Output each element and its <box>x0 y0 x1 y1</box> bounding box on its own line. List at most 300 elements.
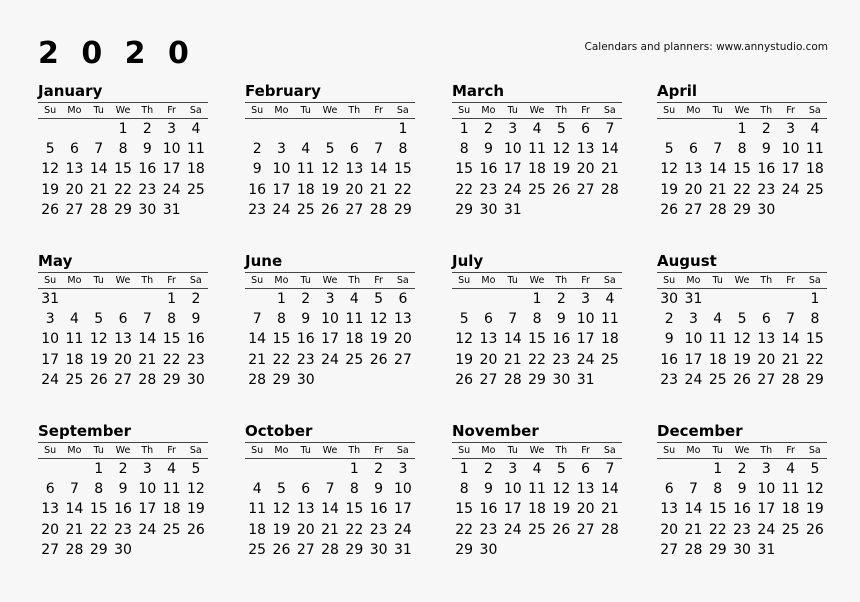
day-cell: 1 <box>118 121 128 137</box>
day-cell: 21 <box>601 161 619 178</box>
day-cell: 29 <box>708 541 727 558</box>
day-cell: 14 <box>321 501 339 518</box>
day-cell: 20 <box>114 351 132 368</box>
day-cell: 29 <box>528 371 546 388</box>
weekday-label: Mo <box>67 445 82 456</box>
day-cell: 25 <box>187 181 205 198</box>
month-february <box>245 82 415 220</box>
weekday-label: Th <box>141 445 154 456</box>
day-cell: 10 <box>41 331 60 348</box>
weekday-label: Th <box>141 105 154 116</box>
day-cell: 26 <box>369 351 388 368</box>
day-cell <box>269 119 293 139</box>
day-cell: 13 <box>114 331 132 348</box>
weekday-label: Sa <box>603 105 616 116</box>
day-cell: 30 <box>757 201 776 218</box>
day-cell <box>184 200 208 220</box>
day-cell: 7 <box>374 141 384 158</box>
day-cell: 31 <box>41 291 60 307</box>
weekday-label: Tu <box>712 275 723 286</box>
day-cell: 15 <box>272 331 291 348</box>
day-cell: 23 <box>733 521 751 538</box>
day-cell <box>598 200 622 220</box>
day-cell: 20 <box>576 501 595 518</box>
day-cell: 18 <box>806 161 824 178</box>
day-cell <box>501 540 525 560</box>
day-grid <box>38 459 208 560</box>
day-cell: 5 <box>737 311 747 328</box>
day-cell: 4 <box>713 311 723 328</box>
day-cell: 28 <box>138 371 157 388</box>
weekday-header <box>452 443 622 458</box>
day-cell: 3 <box>508 121 518 137</box>
day-cell: 2 <box>142 121 152 137</box>
day-cell: 11 <box>528 141 546 158</box>
weekday-label: We <box>734 105 750 116</box>
day-cell: 9 <box>737 481 747 498</box>
day-cell: 9 <box>374 481 384 498</box>
day-cell <box>38 119 62 139</box>
weekday-label: Fr <box>374 275 383 286</box>
day-cell <box>549 540 573 560</box>
day-cell: 6 <box>69 141 79 158</box>
day-cell: 14 <box>708 161 727 178</box>
day-cell: 26 <box>455 371 474 388</box>
weekday-label: Tu <box>712 105 723 116</box>
day-cell <box>681 459 705 479</box>
month-name: December <box>657 422 743 440</box>
month-name: June <box>245 252 283 270</box>
day-cell: 13 <box>394 311 412 328</box>
day-cell: 10 <box>394 481 412 498</box>
day-cell: 1 <box>810 291 820 307</box>
day-cell: 28 <box>781 371 800 388</box>
day-cell: 23 <box>187 351 205 368</box>
day-cell: 2 <box>191 291 201 307</box>
day-cell: 2 <box>301 291 311 307</box>
day-cell: 24 <box>757 521 776 538</box>
day-cell: 3 <box>688 311 698 328</box>
weekday-label: Tu <box>507 275 518 286</box>
day-cell: 8 <box>459 141 469 158</box>
day-cell: 20 <box>345 181 364 198</box>
weekday-label: Th <box>555 105 568 116</box>
day-cell: 4 <box>605 291 615 307</box>
day-cell: 27 <box>296 541 315 558</box>
day-cell: 30 <box>733 541 751 558</box>
weekday-label: Su <box>44 445 57 456</box>
day-cell: 19 <box>552 161 571 178</box>
day-cell <box>318 459 342 479</box>
day-cell <box>294 459 318 479</box>
day-cell <box>525 540 549 560</box>
day-cell: 24 <box>272 201 291 218</box>
weekday-label: Sa <box>603 275 616 286</box>
day-cell: 19 <box>272 521 291 538</box>
weekday-label: Su <box>44 105 57 116</box>
day-cell: 15 <box>394 161 412 178</box>
day-cell: 6 <box>688 141 698 158</box>
day-cell: 15 <box>455 161 474 178</box>
day-cell: 16 <box>138 161 157 178</box>
weekday-label: Tu <box>300 105 311 116</box>
day-cell: 12 <box>455 331 474 348</box>
day-cell: 24 <box>503 181 522 198</box>
weekday-label: Sa <box>396 445 409 456</box>
day-cell: 12 <box>733 331 751 348</box>
day-cell: 5 <box>459 311 469 328</box>
day-cell: 26 <box>806 521 824 538</box>
day-cell: 23 <box>369 521 388 538</box>
weekday-label: Sa <box>603 445 616 456</box>
day-cell: 24 <box>503 521 522 538</box>
day-cell: 12 <box>369 311 388 328</box>
day-cell: 8 <box>276 311 286 328</box>
day-cell: 9 <box>483 481 493 498</box>
weekday-header <box>245 103 415 118</box>
month-december <box>657 422 827 560</box>
day-cell <box>549 200 573 220</box>
day-cell: 13 <box>296 501 315 518</box>
day-cell: 31 <box>757 541 776 558</box>
weekday-label: Fr <box>167 275 176 286</box>
day-cell: 26 <box>187 521 205 538</box>
day-cell: 12 <box>806 481 824 498</box>
weekday-label: Th <box>555 275 568 286</box>
day-cell: 8 <box>713 481 723 498</box>
day-cell <box>135 540 159 560</box>
day-cell: 7 <box>688 481 698 498</box>
weekday-label: Mo <box>274 275 289 286</box>
day-cell: 22 <box>345 521 364 538</box>
day-cell: 5 <box>191 461 201 477</box>
weekday-label: Th <box>141 275 154 286</box>
weekday-label: Su <box>458 275 471 286</box>
day-cell: 18 <box>708 351 727 368</box>
day-cell: 28 <box>321 541 339 558</box>
day-cell <box>778 540 802 560</box>
day-cell: 18 <box>187 161 205 178</box>
day-cell: 12 <box>660 161 679 178</box>
weekday-label: Tu <box>300 445 311 456</box>
day-cell: 16 <box>369 501 388 518</box>
day-cell: 10 <box>503 481 522 498</box>
day-cell <box>573 200 597 220</box>
day-cell: 7 <box>325 481 335 498</box>
weekday-label: Fr <box>167 445 176 456</box>
day-cell <box>778 200 802 220</box>
day-cell: 21 <box>369 181 388 198</box>
weekday-label: Tu <box>507 445 518 456</box>
day-cell: 2 <box>737 461 747 477</box>
day-cell: 6 <box>581 461 591 477</box>
weekday-label: Mo <box>686 105 701 116</box>
year-title: 2 0 2 0 <box>38 36 195 71</box>
day-cell <box>706 289 730 309</box>
day-cell: 8 <box>118 141 128 158</box>
day-cell: 26 <box>660 201 679 218</box>
weekday-label: Su <box>663 105 676 116</box>
day-cell: 9 <box>252 161 262 178</box>
day-cell <box>366 119 390 139</box>
day-cell: 19 <box>89 351 108 368</box>
month-august <box>657 252 827 390</box>
day-cell: 12 <box>187 481 205 498</box>
day-cell: 5 <box>556 121 566 137</box>
day-cell: 17 <box>321 331 339 348</box>
day-cell: 19 <box>187 501 205 518</box>
day-cell: 24 <box>576 351 595 368</box>
weekday-label: Sa <box>189 105 202 116</box>
day-cell: 29 <box>806 371 824 388</box>
day-cell: 13 <box>757 331 776 348</box>
day-cell: 22 <box>806 351 824 368</box>
day-cell: 22 <box>162 351 181 368</box>
month-name: March <box>452 82 505 100</box>
weekday-label: We <box>115 445 131 456</box>
day-cell: 23 <box>248 201 267 218</box>
weekday-label: Su <box>663 445 676 456</box>
day-cell: 5 <box>556 461 566 477</box>
day-cell: 29 <box>89 541 108 558</box>
day-cell: 13 <box>41 501 60 518</box>
day-cell: 11 <box>65 331 84 348</box>
weekday-label: Fr <box>374 445 383 456</box>
day-cell: 27 <box>114 371 132 388</box>
day-cell <box>778 289 802 309</box>
weekday-label: Su <box>44 275 57 286</box>
day-cell: 7 <box>252 311 262 328</box>
day-cell: 2 <box>374 461 384 477</box>
day-cell: 12 <box>272 501 291 518</box>
day-cell: 12 <box>41 161 60 178</box>
day-cell: 27 <box>394 351 412 368</box>
day-cell: 2 <box>664 311 674 328</box>
day-cell: 5 <box>374 291 384 307</box>
month-name: February <box>245 82 321 100</box>
day-grid <box>38 119 208 220</box>
month-july <box>452 252 622 390</box>
day-cell: 14 <box>684 501 703 518</box>
day-cell: 26 <box>41 201 60 218</box>
day-cell: 20 <box>296 521 315 538</box>
weekday-label: Th <box>760 445 773 456</box>
day-cell: 5 <box>810 461 820 477</box>
day-cell: 3 <box>142 461 152 477</box>
month-january <box>38 82 208 220</box>
day-cell: 14 <box>65 501 84 518</box>
weekday-header <box>657 443 827 458</box>
weekday-label: Fr <box>786 445 795 456</box>
day-cell <box>657 459 681 479</box>
day-cell <box>754 289 778 309</box>
day-cell: 6 <box>45 481 55 498</box>
day-cell: 18 <box>296 181 315 198</box>
day-cell <box>318 119 342 139</box>
day-cell: 22 <box>708 521 727 538</box>
day-cell: 14 <box>503 331 522 348</box>
day-cell <box>87 289 111 309</box>
day-cell: 6 <box>118 311 128 328</box>
weekday-label: Su <box>458 445 471 456</box>
day-cell: 31 <box>684 291 703 307</box>
day-cell: 26 <box>552 521 571 538</box>
day-cell <box>598 540 622 560</box>
weekday-label: Th <box>348 275 361 286</box>
day-cell: 28 <box>708 201 727 218</box>
day-cell: 11 <box>781 481 800 498</box>
day-cell: 2 <box>252 141 262 158</box>
weekday-label: Sa <box>189 275 202 286</box>
day-cell: 25 <box>65 371 84 388</box>
day-cell: 2 <box>483 461 493 477</box>
day-cell: 11 <box>806 141 824 158</box>
day-cell: 2 <box>483 121 493 137</box>
day-cell: 21 <box>89 181 108 198</box>
day-cell: 19 <box>455 351 474 368</box>
day-cell: 26 <box>321 201 339 218</box>
day-cell: 24 <box>162 181 181 198</box>
day-cell <box>111 289 135 309</box>
day-cell: 20 <box>684 181 703 198</box>
day-cell <box>318 370 342 390</box>
day-cell: 1 <box>398 121 408 137</box>
day-cell: 24 <box>138 521 157 538</box>
day-cell: 1 <box>167 291 177 307</box>
day-cell: 10 <box>576 311 595 328</box>
weekday-label: Fr <box>374 105 383 116</box>
month-november <box>452 422 622 560</box>
day-cell: 20 <box>757 351 776 368</box>
day-grid <box>657 459 827 560</box>
day-cell: 14 <box>781 331 800 348</box>
day-cell: 19 <box>369 331 388 348</box>
day-cell <box>294 119 318 139</box>
day-cell: 8 <box>737 141 747 158</box>
day-cell: 22 <box>528 351 546 368</box>
day-cell: 6 <box>483 311 493 328</box>
day-cell: 21 <box>601 501 619 518</box>
day-cell <box>452 289 476 309</box>
day-cell: 12 <box>552 141 571 158</box>
day-cell: 7 <box>94 141 104 158</box>
weekday-label: Th <box>760 275 773 286</box>
day-grid <box>657 289 827 390</box>
day-cell: 11 <box>601 311 619 328</box>
day-cell: 30 <box>552 371 571 388</box>
weekday-label: Mo <box>481 105 496 116</box>
day-cell: 28 <box>684 541 703 558</box>
day-cell: 16 <box>733 501 751 518</box>
day-cell: 25 <box>601 351 619 368</box>
day-cell: 19 <box>321 181 339 198</box>
day-cell: 23 <box>757 181 776 198</box>
day-cell: 13 <box>576 481 595 498</box>
day-cell <box>706 119 730 139</box>
day-cell: 30 <box>114 541 132 558</box>
day-cell: 4 <box>167 461 177 477</box>
day-cell: 10 <box>162 141 181 158</box>
day-cell: 14 <box>89 161 108 178</box>
day-cell: 3 <box>508 461 518 477</box>
day-cell: 19 <box>733 351 751 368</box>
day-cell: 20 <box>41 521 60 538</box>
weekday-label: Sa <box>808 105 821 116</box>
day-cell: 31 <box>162 201 181 218</box>
day-cell: 9 <box>556 311 566 328</box>
weekday-header <box>452 273 622 288</box>
day-cell <box>681 119 705 139</box>
weekday-label: Fr <box>581 445 590 456</box>
day-cell: 24 <box>684 371 703 388</box>
day-cell <box>269 459 293 479</box>
day-cell: 16 <box>479 501 498 518</box>
day-cell: 28 <box>601 521 619 538</box>
day-cell: 3 <box>325 291 335 307</box>
day-cell: 25 <box>162 521 181 538</box>
weekday-label: Th <box>555 445 568 456</box>
day-grid <box>452 459 622 560</box>
month-name: July <box>452 252 484 270</box>
weekday-label: Tu <box>93 275 104 286</box>
day-cell <box>38 459 62 479</box>
day-cell: 26 <box>733 371 751 388</box>
day-cell: 1 <box>459 121 469 137</box>
day-cell: 25 <box>296 201 315 218</box>
day-cell: 13 <box>65 161 84 178</box>
day-cell: 18 <box>65 351 84 368</box>
day-cell: 18 <box>528 161 546 178</box>
day-cell <box>342 370 366 390</box>
day-cell: 2 <box>761 121 771 137</box>
day-cell: 9 <box>118 481 128 498</box>
day-cell: 11 <box>708 331 727 348</box>
day-cell: 20 <box>65 181 84 198</box>
day-cell: 28 <box>89 201 108 218</box>
day-cell: 21 <box>65 521 84 538</box>
day-cell: 3 <box>45 311 55 328</box>
month-name: August <box>657 252 717 270</box>
day-cell: 10 <box>503 141 522 158</box>
day-cell: 11 <box>162 481 181 498</box>
day-cell <box>501 289 525 309</box>
day-cell: 21 <box>781 351 800 368</box>
day-cell: 10 <box>138 481 157 498</box>
weekday-label: We <box>529 275 545 286</box>
day-cell: 9 <box>664 331 674 348</box>
weekday-label: Fr <box>786 105 795 116</box>
day-cell: 18 <box>345 331 364 348</box>
weekday-label: Sa <box>396 105 409 116</box>
day-grid <box>245 289 415 390</box>
day-cell: 15 <box>708 501 727 518</box>
day-cell: 8 <box>398 141 408 158</box>
day-cell <box>803 200 827 220</box>
day-cell: 27 <box>684 201 703 218</box>
day-cell: 3 <box>761 461 771 477</box>
day-cell: 18 <box>162 501 181 518</box>
day-cell: 16 <box>479 161 498 178</box>
day-cell: 30 <box>479 201 498 218</box>
day-cell: 4 <box>349 291 359 307</box>
day-cell: 7 <box>605 461 615 477</box>
day-cell: 25 <box>345 351 364 368</box>
weekday-label: Su <box>663 275 676 286</box>
day-cell: 28 <box>369 201 388 218</box>
day-cell: 6 <box>398 291 408 307</box>
day-cell: 25 <box>528 181 546 198</box>
day-cell: 7 <box>605 121 615 137</box>
